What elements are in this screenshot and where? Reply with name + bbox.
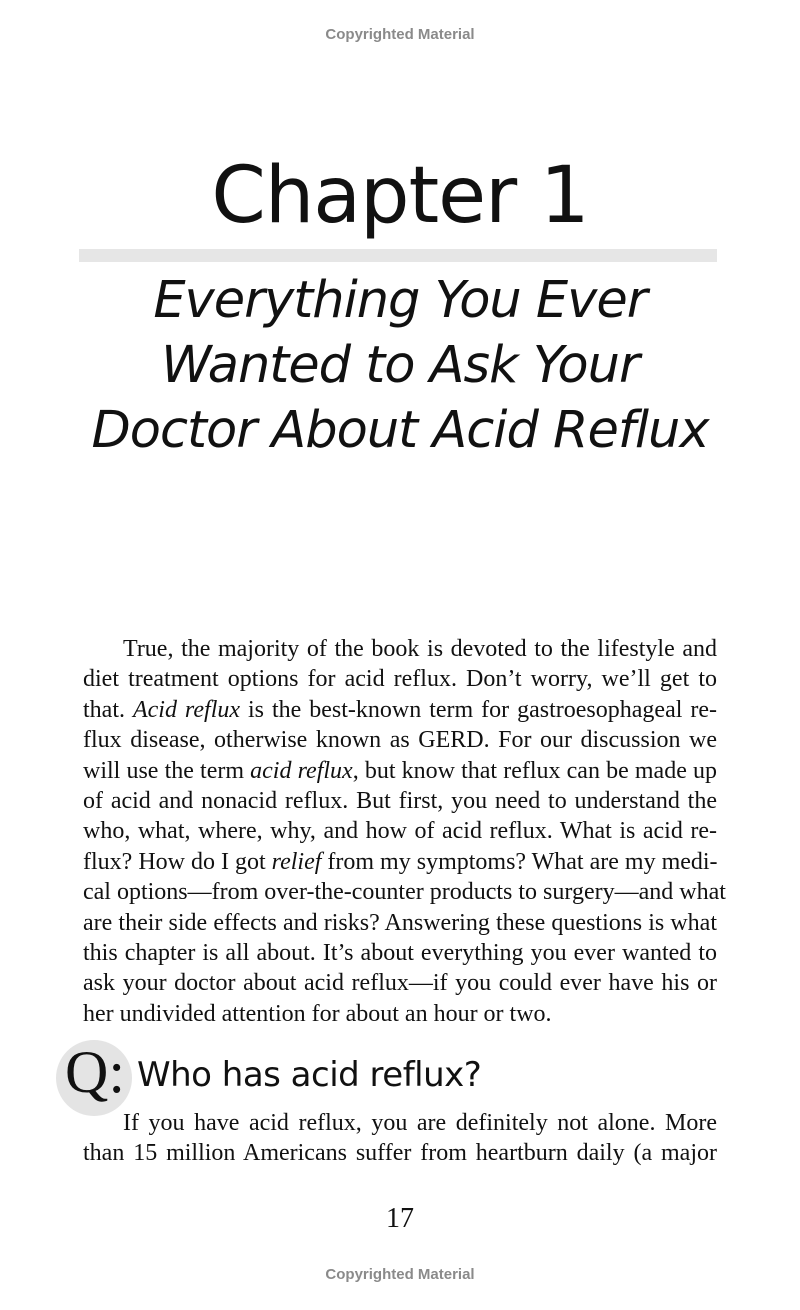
question-marker: Q: bbox=[65, 1039, 125, 1105]
italic-term: acid reflux bbox=[250, 757, 353, 784]
text-line: flux? How do I got relief from my symptoms? What are my medi- bbox=[83, 848, 718, 875]
page-number: 17 bbox=[386, 1203, 414, 1234]
text-line: this chapter is all about. It’s about everything you ever wanted to bbox=[83, 940, 717, 967]
text-line: flux disease, otherwise known as GERD. For our discussion we bbox=[83, 727, 717, 754]
chapter-divider bbox=[79, 249, 717, 262]
text-line: her undivided attention for about an hour or two. bbox=[83, 1000, 552, 1027]
text-line: are their side effects and risks? Answering these questions is what bbox=[83, 909, 717, 936]
text-line: than 15 million Americans suffer from heartburn daily (a major bbox=[83, 1140, 717, 1167]
answer-paragraph bbox=[83, 1108, 717, 1169]
chapter-title-line: Doctor About Acid Reflux bbox=[91, 401, 709, 460]
text-line: diet treatment options for acid reflux. Don’t worry, we’ll get to bbox=[83, 666, 717, 693]
copyright-watermark-top: Copyrighted Material bbox=[325, 26, 475, 43]
text-line: True, the majority of the book is devoted to the lifestyle and bbox=[123, 636, 717, 662]
question-heading bbox=[56, 1040, 756, 1116]
text-line: who, what, where, why, and how of acid reflux. What is acid re- bbox=[83, 818, 717, 845]
chapter-number: Chapter 1 bbox=[211, 151, 589, 241]
text-line: ask your doctor about acid reflux—if you could ever have his or bbox=[83, 970, 717, 997]
italic-term: relief bbox=[271, 848, 322, 875]
chapter-title-line: Wanted to Ask Your bbox=[161, 336, 639, 395]
text-line: that. Acid reflux is the best-known term for gastroesophageal re- bbox=[83, 696, 717, 723]
italic-term: Acid reflux bbox=[132, 696, 241, 723]
question-text: Who has acid reflux? bbox=[137, 1055, 482, 1095]
intro-paragraph bbox=[83, 634, 726, 1029]
chapter-title bbox=[60, 268, 740, 463]
text-line: cal options—from over-the-counter products to surgery—and what bbox=[83, 879, 726, 906]
text-line: If you have acid reflux, you are definitely not alone. More bbox=[123, 1110, 717, 1136]
text-line: of acid and nonacid reflux. But first, you need to understand the bbox=[83, 788, 717, 815]
text-line: will use the term acid reflux, but know that reflux can be made up bbox=[83, 757, 717, 784]
copyright-watermark-bottom: Copyrighted Material bbox=[325, 1266, 475, 1283]
chapter-title-line: Everything You Ever bbox=[153, 271, 647, 330]
